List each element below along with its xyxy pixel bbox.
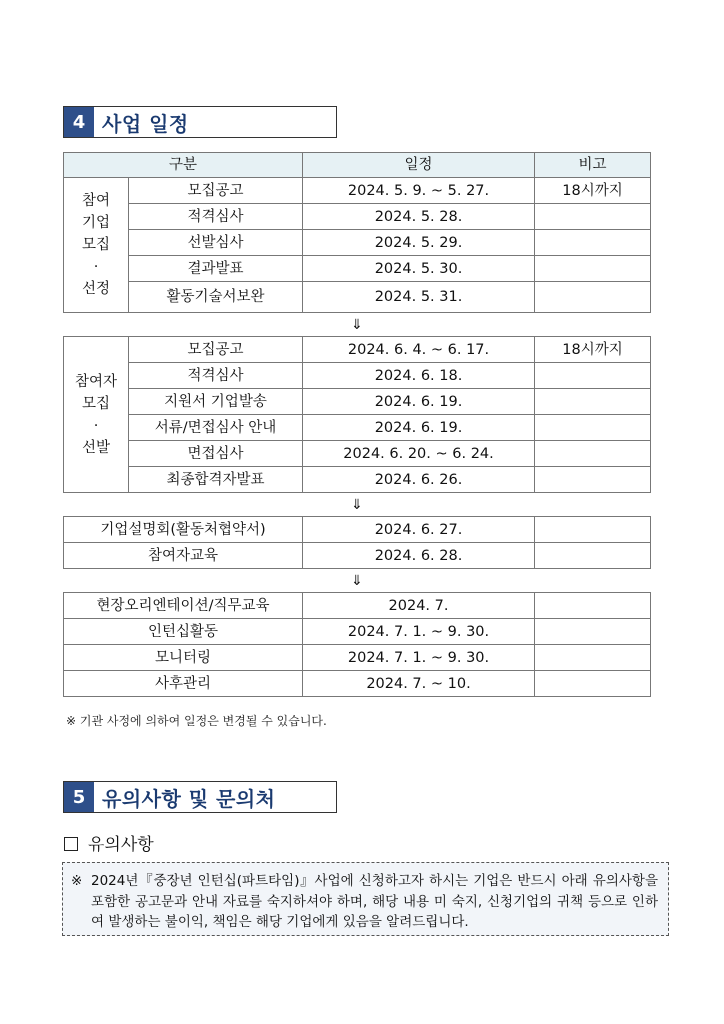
group-2-label xyxy=(64,337,129,493)
row-note xyxy=(535,415,651,441)
table-row xyxy=(64,282,651,313)
row-date: 2024. 5. 31. xyxy=(303,282,535,313)
row-note xyxy=(535,204,651,230)
table-row xyxy=(64,363,651,389)
row-note xyxy=(535,645,651,671)
section-4-number: 4 xyxy=(64,107,94,137)
table-row xyxy=(64,593,651,619)
row-note xyxy=(535,671,651,697)
row-date: 2024. 7. 1. ~ 9. 30. xyxy=(303,619,535,645)
section-5-header xyxy=(63,781,337,813)
table-row xyxy=(64,441,651,467)
table-row xyxy=(64,645,651,671)
row-item: 모니터링 xyxy=(64,645,303,671)
row-note xyxy=(535,467,651,493)
row-date: 2024. 7. ~ 10. xyxy=(303,671,535,697)
table-row xyxy=(64,619,651,645)
schedule-note: ※ 기관 사정에 의하여 일정은 변경될 수 있습니다. xyxy=(66,714,327,728)
row-date: 2024. 6. 19. xyxy=(303,389,535,415)
row-note: 18시까지 xyxy=(535,337,651,363)
group-label-line: · xyxy=(93,417,99,434)
row-note xyxy=(535,593,651,619)
section-5-title: 유의사항 및 문의처 xyxy=(102,786,276,811)
row-note xyxy=(535,619,651,645)
row-note xyxy=(535,543,651,569)
row-date: 2024. 5. 28. xyxy=(303,204,535,230)
schedule-table xyxy=(63,152,651,697)
row-item: 현장오리엔테이션/직무교육 xyxy=(64,593,303,619)
row-item: 적격심사 xyxy=(129,363,303,389)
table-row xyxy=(64,467,651,493)
row-date: 2024. 6. 26. xyxy=(303,467,535,493)
row-date: 2024. 6. 4. ~ 6. 17. xyxy=(303,337,535,363)
notice-box xyxy=(62,862,669,936)
row-date: 2024. 5. 9. ~ 5. 27. xyxy=(303,178,535,204)
row-date: 2024. 6. 27. xyxy=(303,517,535,543)
section-5-number: 5 xyxy=(64,782,94,812)
table-row xyxy=(64,389,651,415)
reference-mark-icon: ※ xyxy=(71,873,83,889)
header-category: 구분 xyxy=(64,153,303,178)
table-row xyxy=(64,671,651,697)
row-date: 2024. 7. 1. ~ 9. 30. xyxy=(303,645,535,671)
down-arrow-icon: ⇓ xyxy=(64,313,651,337)
row-note xyxy=(535,389,651,415)
row-item: 인턴십활동 xyxy=(64,619,303,645)
notice-text: 2024년『중장년 인턴십(파트타임)』사업에 신청하고자 하시는 기업은 반드시 아래 유의사항을 포함한 공고문과 안내 자료를 숙지하셔야 하며, 해당 내용 미 숙지, 신청기업의 귀책 등으로 인하여 발생하는 불이익, 책임은 해당 기업에게 있음을 알려드립니다. xyxy=(91,873,658,930)
row-item: 모집공고 xyxy=(129,178,303,204)
header-schedule: 일정 xyxy=(303,153,535,178)
row-date: 2024. 6. 19. xyxy=(303,415,535,441)
row-item: 결과발표 xyxy=(129,256,303,282)
arrow-row xyxy=(64,313,651,337)
square-bullet-icon xyxy=(64,837,78,851)
group-label-line: 참여자 xyxy=(74,373,118,390)
row-item: 활동기술서보완 xyxy=(129,282,303,313)
row-note xyxy=(535,517,651,543)
row-date: 2024. 7. xyxy=(303,593,535,619)
row-date: 2024. 6. 28. xyxy=(303,543,535,569)
row-item: 지원서 기업발송 xyxy=(129,389,303,415)
group-label-line: · xyxy=(93,259,99,275)
row-date: 2024. 5. 30. xyxy=(303,256,535,282)
group-label-line: 선발 xyxy=(81,439,110,456)
arrow-row xyxy=(64,493,651,517)
table-row xyxy=(64,178,651,204)
group-label-line: 모집 xyxy=(81,237,110,253)
table-row xyxy=(64,230,651,256)
group-label-line: 참여 xyxy=(81,193,110,209)
row-date: 2024. 6. 20. ~ 6. 24. xyxy=(303,441,535,467)
row-item: 사후관리 xyxy=(64,671,303,697)
header-remarks: 비고 xyxy=(535,153,651,178)
down-arrow-icon: ⇓ xyxy=(64,493,651,517)
group-label-line: 모집 xyxy=(81,395,110,412)
table-header-row xyxy=(64,153,651,178)
subheading xyxy=(64,830,154,855)
row-date: 2024. 6. 18. xyxy=(303,363,535,389)
group-label-line: 기업 xyxy=(81,215,110,231)
table-row xyxy=(64,517,651,543)
row-item: 적격심사 xyxy=(129,204,303,230)
row-note xyxy=(535,282,651,313)
row-note xyxy=(535,363,651,389)
group-1-label xyxy=(64,178,129,313)
table-row xyxy=(64,256,651,282)
row-item: 선발심사 xyxy=(129,230,303,256)
row-item: 기업설명회(활동처협약서) xyxy=(64,517,303,543)
row-item: 서류/면접심사 안내 xyxy=(129,415,303,441)
group-label-line: 선정 xyxy=(81,281,110,297)
table-row xyxy=(64,337,651,363)
row-item: 모집공고 xyxy=(129,337,303,363)
row-item: 면접심사 xyxy=(129,441,303,467)
row-note: 18시까지 xyxy=(535,178,651,204)
section-4-header xyxy=(63,106,337,138)
row-note xyxy=(535,441,651,467)
row-note xyxy=(535,256,651,282)
subheading-text: 유의사항 xyxy=(88,835,154,855)
section-4-title: 사업 일정 xyxy=(102,111,189,136)
down-arrow-icon: ⇓ xyxy=(64,569,651,593)
row-date: 2024. 5. 29. xyxy=(303,230,535,256)
row-item: 참여자교육 xyxy=(64,543,303,569)
row-item: 최종합격자발표 xyxy=(129,467,303,493)
row-note xyxy=(535,230,651,256)
table-row xyxy=(64,204,651,230)
table-row xyxy=(64,543,651,569)
table-row xyxy=(64,415,651,441)
arrow-row xyxy=(64,569,651,593)
